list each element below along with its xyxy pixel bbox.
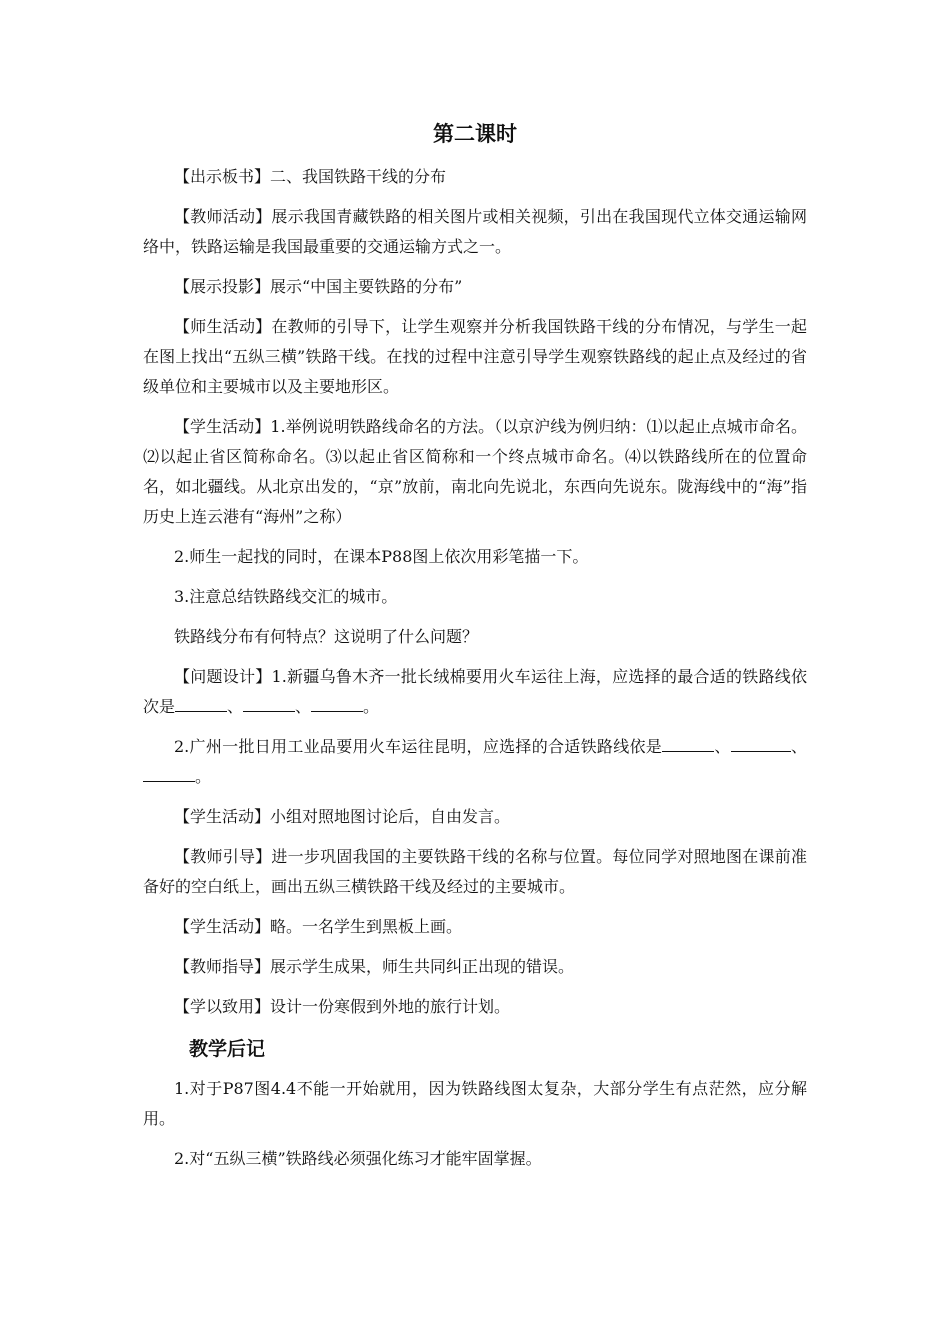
answer-blank [175, 693, 227, 712]
paragraph-teacher-activity: 【教师活动】展示我国青藏铁路的相关图片或相关视频，引出在我国现代立体交通运输网络中，铁路运输是我国最重要的交通运输方式之一。 [143, 207, 807, 256]
paragraph-question: 铁路线分布有何特点？这说明了什么问题？ [174, 627, 479, 646]
separator-dun: 、 [295, 697, 312, 716]
paragraph-projection: 【展示投影】展示“中国主要铁路的分布” [174, 277, 463, 296]
answer-blank [662, 733, 714, 752]
answer-blank [143, 763, 195, 782]
section-heading-reflection: 教学后记 [189, 1038, 266, 1060]
answer-blank [243, 693, 295, 712]
paragraph-step-3: 3.注意总结铁路线交汇的城市。 [174, 587, 398, 606]
paragraph-teacher-guide: 【教师引导】进一步巩固我国的主要铁路干线的名称与位置。每位同学对照地图在课前准备好的空白纸上，画出五纵三横铁路干线及经过的主要城市。 [143, 847, 807, 896]
paragraph-question-design-2 [143, 732, 807, 792]
separator-dun: 、 [790, 737, 807, 756]
question-2-text: 2.广州一批日用工业品要用火车运往昆明，应选择的合适铁路线依是 [174, 737, 663, 756]
separator-dun: 、 [227, 697, 244, 716]
paragraph-student-activity-naming: 【学生活动】1.举例说明铁路线命名的方法。（以京沪线为例归纳：⑴以起止点城市命名。⑵以起止省区简称命名。⑶以起止省区简称和一个终点城市命名。⑷以铁路线所在的位置命名，如北疆线。从北京出发的，“京”放前，南北向先说北，东西向先说东。陇海线中的“海”指历史上连云港有“海州”之称） [143, 417, 807, 526]
question-1-text: 【问题设计】1.新疆乌鲁木齐一批长绒棉要用火车运往上海，应选择的最合适的铁路线依次是 [143, 667, 807, 716]
paragraph-teacher-student-activity: 【师生活动】在教师的引导下，让学生观察并分析我国铁路干线的分布情况，与学生一起在图上找出“五纵三横”铁路干线。在找的过程中注意引导学生观察铁路线的起止点及经过的省级单位和主要城市以及主要地形区。 [143, 317, 807, 396]
paragraph-question-design-1 [143, 662, 807, 722]
page-title: 第二课时 [433, 122, 517, 146]
sentence-end: 。 [195, 767, 212, 786]
answer-blank [731, 733, 791, 752]
paragraph-step-2: 2.师生一起找的同时，在课本P88图上依次用彩笔描一下。 [174, 547, 589, 566]
paragraph-board: 【出示板书】二、我国铁路干线的分布 [174, 167, 447, 186]
paragraph-teacher-instruction: 【教师指导】展示学生成果，师生共同纠正出现的错误。 [174, 957, 575, 976]
paragraph-student-drawing: 【学生活动】略。一名学生到黑板上画。 [174, 917, 463, 936]
paragraph-application: 【学以致用】设计一份寒假到外地的旅行计划。 [174, 997, 511, 1016]
separator-dun: 、 [714, 737, 731, 756]
document-body [143, 162, 807, 1184]
reflection-item-2: 2.对“五纵三横”铁路线必须强化练习才能牢固掌握。 [174, 1149, 542, 1168]
paragraph-student-discussion: 【学生活动】小组对照地图讨论后，自由发言。 [174, 807, 511, 826]
reflection-item-1: 1.对于P87图4.4不能一开始就用，因为铁路线图太复杂，大部分学生有点茫然，应分解用。 [143, 1079, 807, 1128]
answer-blank [311, 693, 363, 712]
sentence-end: 。 [363, 697, 380, 716]
